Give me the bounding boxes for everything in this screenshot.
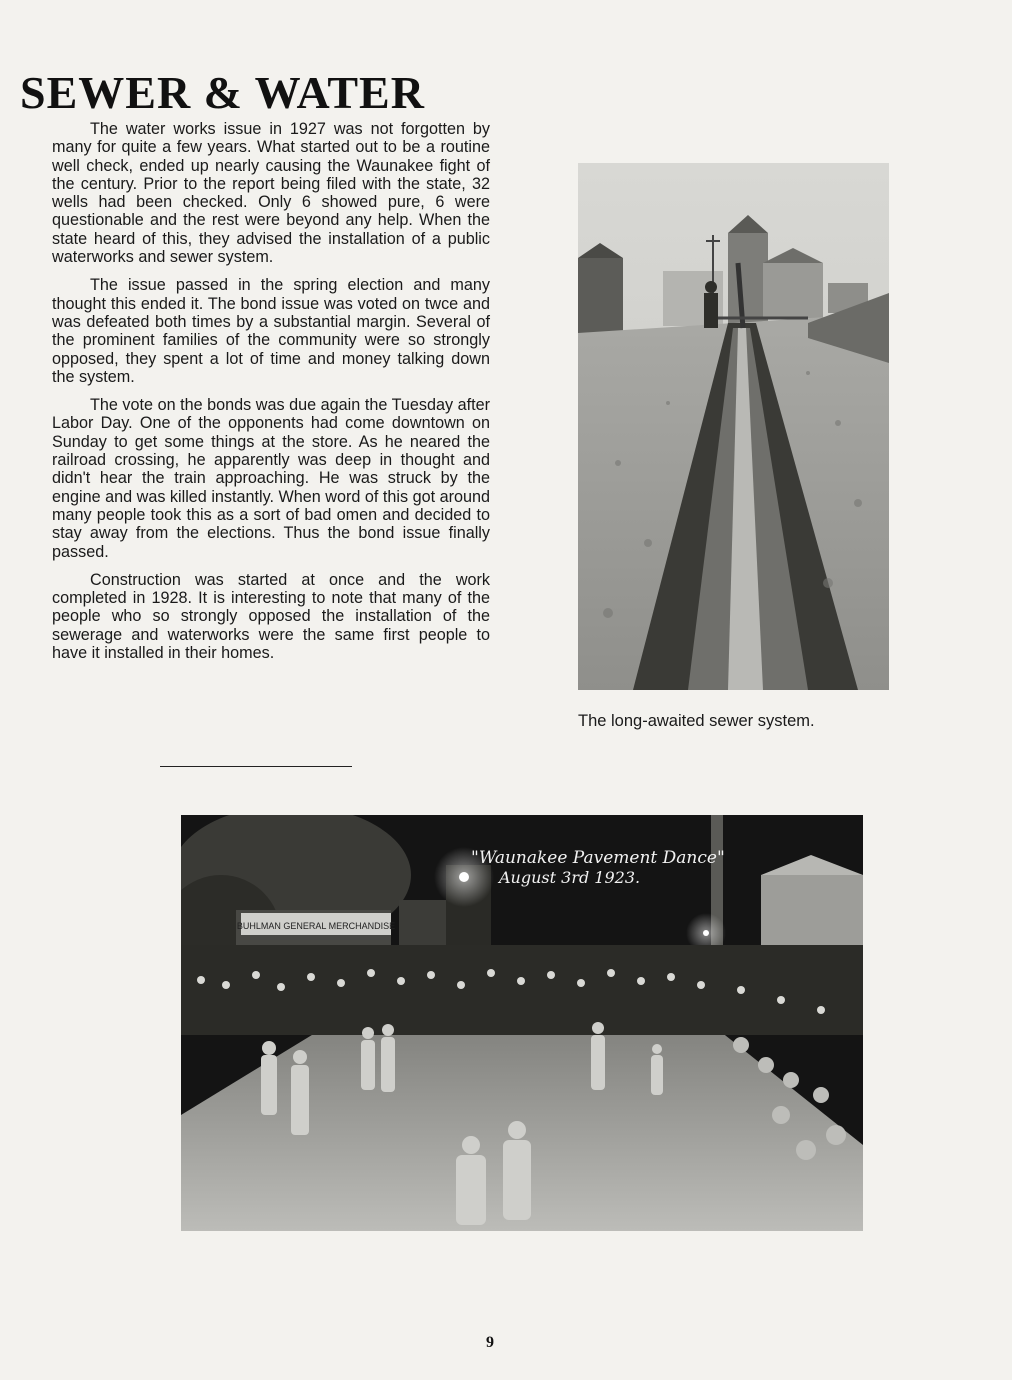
sewer-trench-illustration xyxy=(578,163,889,690)
pavement-dance-photo xyxy=(181,815,863,1231)
sewer-trench-photo xyxy=(578,163,889,690)
paragraph-1: The water works issue in 1927 was not forgotten by many for quite a few years. What started out to be a routine well check, ended up nearly causing the Waunakee fight of the century. Prior to the report being filed with the state, 32 wells had been checked. Only 6 showed pure, 6 were questionable and the rest were beyond any help. When the state heard of this, they advised the installation of a public waterworks and sewer system. xyxy=(52,120,490,267)
store-sign-text: BUHLMAN GENERAL MERCHANDISE xyxy=(236,921,396,931)
photo-date-overlay: August 3rd 1923. xyxy=(499,868,641,887)
paragraph-4: Construction was started at once and the work completed in 1928. It is interesting to note that many of the people who so strongly opposed the installation of the sewerage and waterworks were the same first people to have it installed in their homes. xyxy=(52,570,490,663)
title-text: SEWER & WATER xyxy=(20,67,425,118)
page-number: 9 xyxy=(486,1334,494,1351)
paragraph-3: The vote on the bonds was due again the Tuesday after Labor Day. One of the opponents had come downtown on Sunday to get some things at the store. As he neared the railroad crossing, he apparently was deep in thought and didn't hear the train approaching. He was struck by the engine and was killed instantly. When word of this got around many people took this as a sort of bad omen and decided to stay away from the elections. Thus the bond issue finally passed. xyxy=(52,396,490,561)
sewer-photo-caption: The long-awaited sewer system. xyxy=(578,712,815,730)
page-title xyxy=(20,67,425,118)
pavement-dance-illustration xyxy=(181,815,863,1231)
article-body xyxy=(52,120,490,672)
paragraph-2: The issue passed in the spring election and many thought this ended it. The bond issue was voted on twce and was defeated both times by a substantial margin. Several of the prominent families of the community were so strongly opposed, they spent a lot of time and money talking down the system. xyxy=(52,276,490,386)
section-divider xyxy=(160,766,352,767)
photo-title-overlay: "Waunakee Pavement Dance" xyxy=(471,848,725,868)
